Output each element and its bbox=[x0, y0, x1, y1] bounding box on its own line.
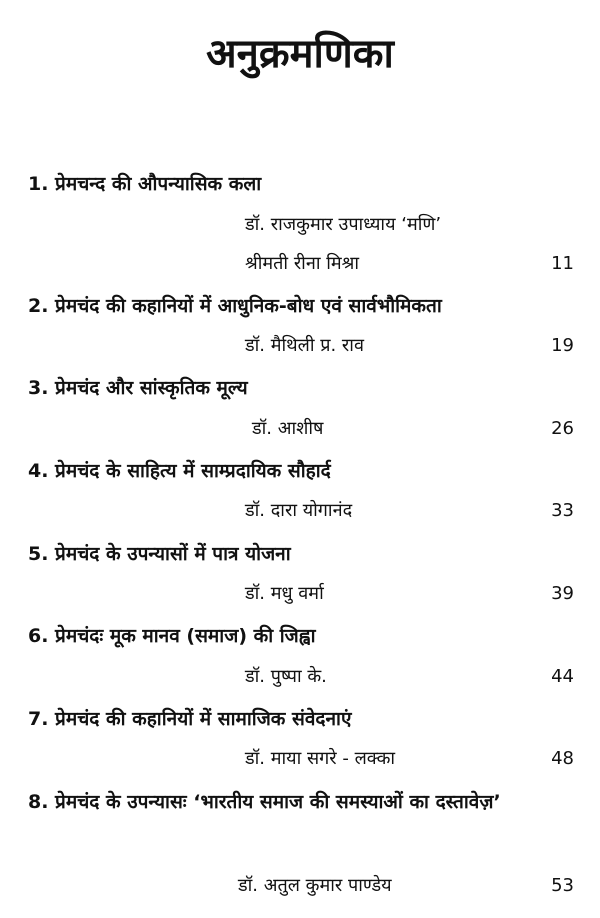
entry-6-page: 44 bbox=[551, 666, 574, 687]
entry-5-page: 39 bbox=[551, 583, 574, 604]
entry-1-page: 11 bbox=[551, 253, 574, 274]
entry-3-title: 3. प्रेमचंद और सांस्कृतिक मूल्य bbox=[28, 377, 248, 399]
entry-7-page: 48 bbox=[551, 748, 574, 769]
entry-2-author: डॉ. मैथिली प्र. राव bbox=[245, 335, 364, 356]
entry-7-title: 7. प्रेमचंद की कहानियों में सामाजिक संवेदनाएं bbox=[28, 708, 352, 730]
entry-1-title: 1. प्रेमचन्द की औपन्यासिक कला bbox=[28, 173, 262, 195]
entry-5-author: डॉ. मधु वर्मा bbox=[245, 583, 324, 604]
entry-3-page: 26 bbox=[551, 418, 574, 439]
entry-6-author: डॉ. पुष्पा के. bbox=[245, 666, 327, 687]
entry-4-author: डॉ. दारा योगानंद bbox=[245, 500, 353, 521]
entry-2-page: 19 bbox=[551, 335, 574, 356]
entry-6-title: 6. प्रेमचंदः मूक मानव (समाज) की जिह्वा bbox=[28, 625, 316, 647]
entry-5-title: 5. प्रेमचंद के उपन्यासों में पात्र योजना bbox=[28, 543, 291, 565]
entry-4-title: 4. प्रेमचंद के साहित्य में साम्प्रदायिक सौहार्द bbox=[28, 460, 331, 482]
entry-1-author-1: डॉ. राजकुमार उपाध्याय ‘मणि’ bbox=[245, 214, 442, 235]
entry-4-page: 33 bbox=[551, 500, 574, 521]
entry-8-author: डॉ. अतुल कुमार पाण्डेय bbox=[238, 875, 392, 896]
entry-8-title: 8. प्रेमचंद के उपन्यासः ‘भारतीय समाज की समस्याओं का दस्तावेज़’ bbox=[28, 791, 501, 813]
entry-7-author: डॉ. माया सगरे - लक्का bbox=[245, 748, 396, 769]
entry-8-page: 53 bbox=[551, 875, 574, 896]
entry-3-author: डॉ. आशीष bbox=[252, 418, 324, 439]
entry-1-author-2: श्रीमती रीना मिश्रा bbox=[245, 253, 360, 274]
entry-2-title: 2. प्रेमचंद की कहानियों में आधुनिक-बोध एवं सार्वभौमिकता bbox=[28, 295, 442, 317]
page-title: अनुक्रमणिका bbox=[206, 31, 394, 77]
